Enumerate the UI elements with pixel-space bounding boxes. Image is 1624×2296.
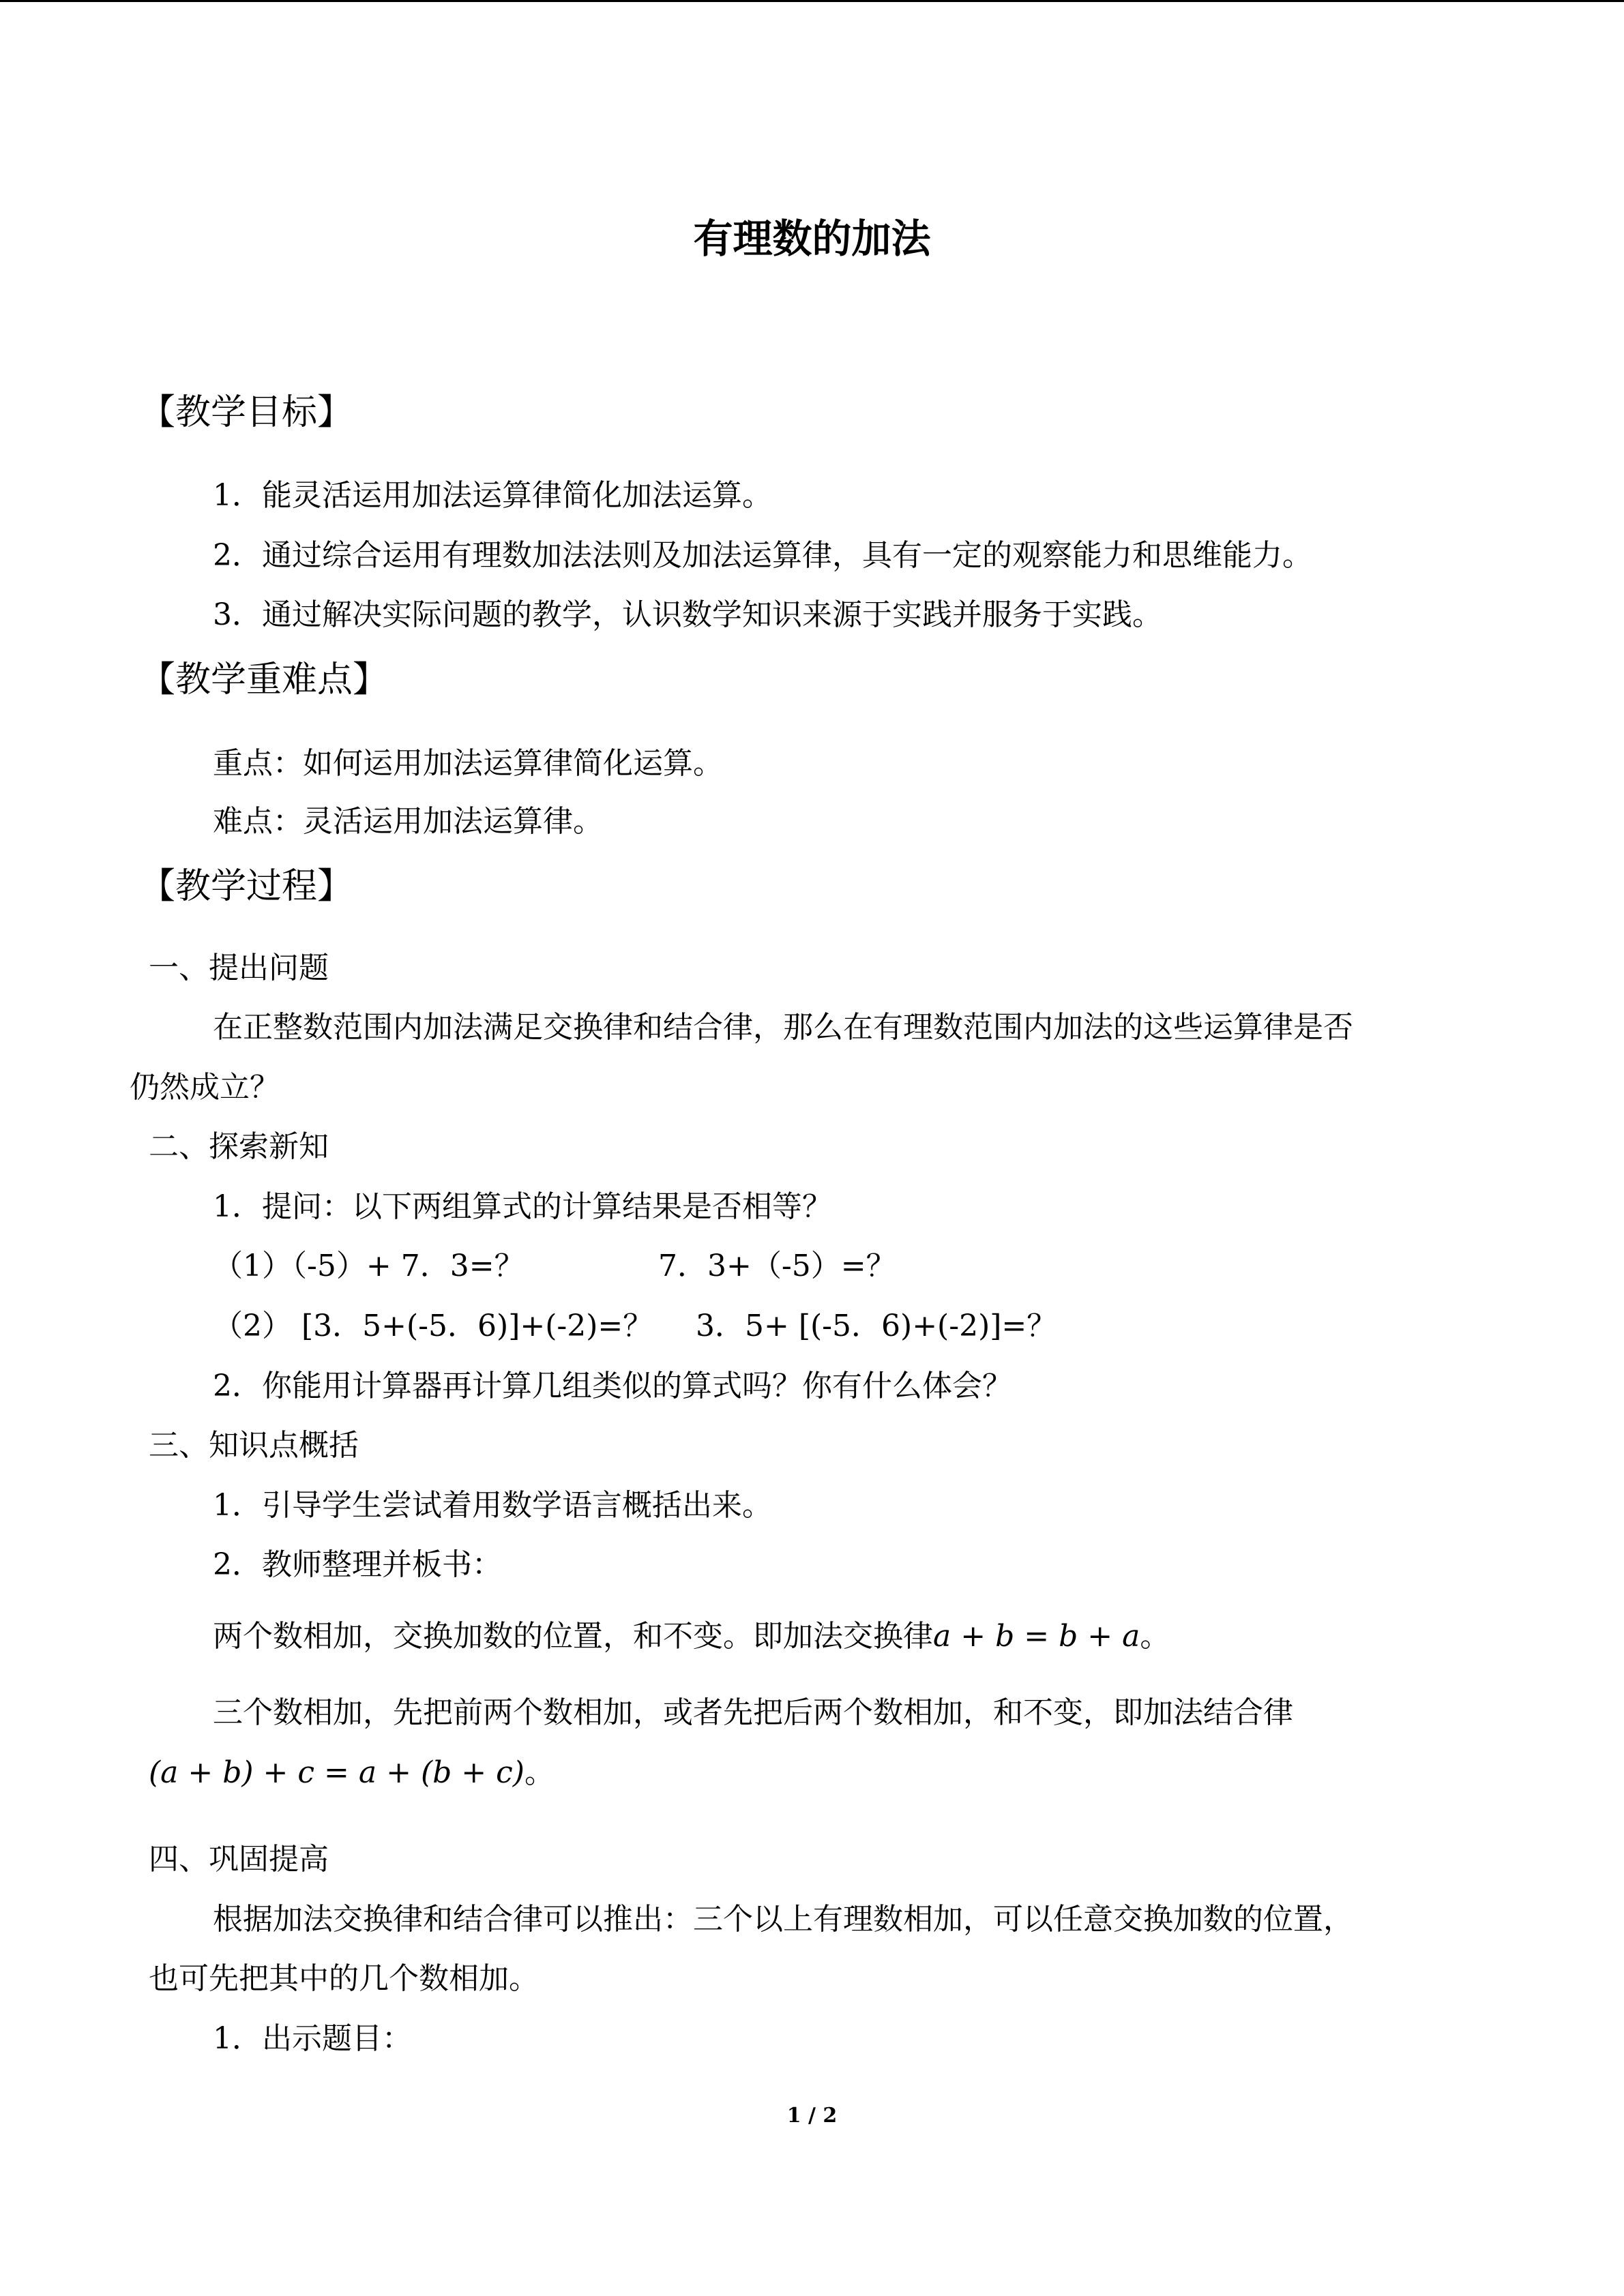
section-heading-process: 【教学过程】 <box>140 866 353 907</box>
top-border-line <box>0 0 1624 2</box>
page-title: 有理数的加法 <box>693 215 931 262</box>
part4-title: 四、巩固提高 <box>149 1842 329 1877</box>
associative-law-end: 。 <box>524 1755 555 1790</box>
part1-title: 一、提出问题 <box>149 951 329 985</box>
expression-1-left: （1）（-5）+ 7．3=？ <box>213 1249 525 1283</box>
part1-paragraph-line2: 仍然成立？ <box>130 1070 280 1105</box>
page-number: 1 / 2 <box>786 2104 838 2128</box>
key-point-difficulty: 难点：灵活运用加法运算律。 <box>213 804 603 839</box>
part2-question-2: 2．你能用计算器再计算几组类似的算式吗？你有什么体会？ <box>213 1369 1012 1403</box>
part4-paragraph-line2: 也可先把其中的几个数相加。 <box>149 1961 539 1996</box>
expression-2-left: （2） [3．5+(-5．6)]+(-2)=？ <box>213 1309 653 1343</box>
part4-paragraph-line1: 根据加法交换律和结合律可以推出：三个以上有理数相加，可以任意交换加数的位置， <box>213 1902 1353 1937</box>
expression-1-right: 7．3+（-5）=？ <box>658 1249 896 1283</box>
commutative-law-formula: a + b = b + a <box>933 1619 1140 1654</box>
associative-law-formula-line <box>149 1753 555 1793</box>
part1-paragraph-line1: 在正整数范围内加法满足交换律和结合律，那么在有理数范围内加法的这些运算律是否 <box>213 1010 1353 1045</box>
section-heading-key-points: 【教学重难点】 <box>140 659 389 700</box>
part3-item-2: 2．教师整理并板书： <box>213 1547 502 1582</box>
part4-item-1: 1．出示题目： <box>213 2021 412 2056</box>
expression-2-right: 3．5+ [(-5．6)+(-2)]=？ <box>696 1309 1057 1343</box>
objective-item-3: 3．通过解决实际问题的教学，认识数学知识来源于实践并服务于实践。 <box>213 597 1162 632</box>
objective-item-2: 2．通过综合运用有理数加法法则及加法运算律，具有一定的观察能力和思维能力。 <box>213 538 1312 573</box>
commutative-law-text: 两个数相加，交换加数的位置，和不变。即加法交换律 <box>213 1619 933 1654</box>
associative-law-formula: (a + b) + c = a + (b + c) <box>149 1755 525 1790</box>
part2-title: 二、探索新知 <box>149 1129 329 1164</box>
part3-item-1: 1．引导学生尝试着用数学语言概括出来。 <box>213 1488 772 1523</box>
associative-law-text: 三个数相加，先把前两个数相加，或者先把后两个数相加，和不变，即加法结合律 <box>213 1695 1293 1730</box>
part3-title: 三、知识点概括 <box>149 1428 359 1463</box>
commutative-law-end: 。 <box>1140 1619 1170 1654</box>
section-heading-objectives: 【教学目标】 <box>140 392 353 433</box>
key-point-focus: 重点：如何运用加法运算律简化运算。 <box>213 746 723 781</box>
objective-item-1: 1．能灵活运用加法运算律简化加法运算。 <box>213 478 772 513</box>
commutative-law-line <box>213 1616 1170 1657</box>
part2-question-1: 1．提问：以下两组算式的计算结果是否相等？ <box>213 1189 832 1224</box>
